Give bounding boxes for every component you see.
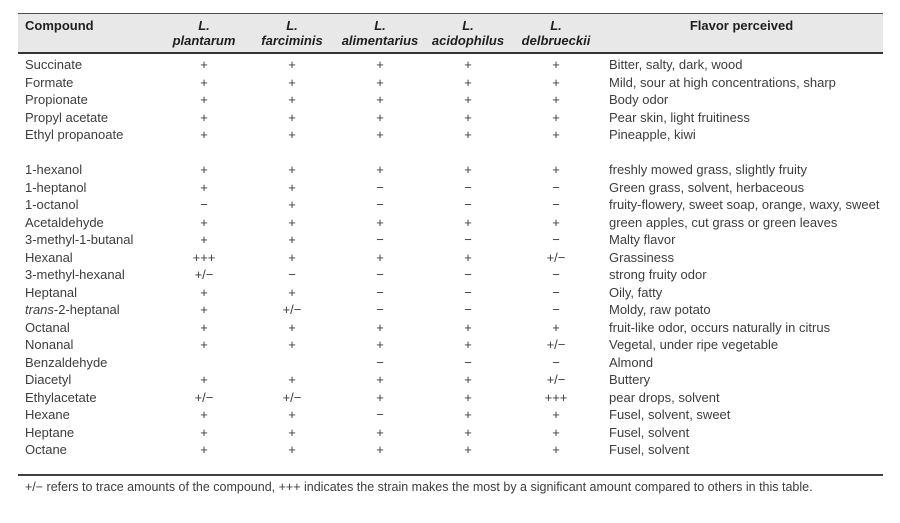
spacer-row [18, 144, 883, 162]
table-row [18, 441, 883, 459]
presence-value: +/− [546, 372, 566, 387]
presence-value: + [200, 162, 208, 177]
presence-value: + [552, 127, 560, 142]
compound-name: Octane [25, 442, 67, 457]
spacer-cell [18, 144, 883, 162]
presence-value: + [200, 319, 208, 335]
presence-value: + [200, 337, 208, 352]
compound-name: Diacetyl [25, 372, 72, 387]
presence-value: − [464, 302, 472, 317]
flavor-description: Malty flavor [609, 232, 676, 247]
presence-value: +++ [544, 389, 568, 405]
species-name: delbrueckii [521, 33, 591, 48]
presence-value: + [376, 57, 384, 72]
presence-value: + [376, 424, 384, 440]
table-row [18, 214, 883, 232]
presence-value: + [288, 162, 296, 177]
presence-value: + [376, 214, 384, 230]
compound-name: Hexanal [25, 249, 73, 265]
presence-value: + [288, 424, 296, 440]
column-header-compound: Compound [18, 14, 160, 54]
table-row [18, 53, 883, 74]
compound-name: Formate [25, 74, 74, 90]
compound-name: Propyl acetate [25, 109, 109, 125]
presence-value: + [376, 337, 384, 352]
column-header-alimentarius [336, 14, 424, 54]
presence-value: + [464, 424, 472, 440]
table-row [18, 161, 883, 179]
presence-value: + [552, 424, 560, 440]
column-header-farciminis [248, 14, 336, 54]
presence-value: +/− [282, 389, 302, 405]
presence-value: + [464, 319, 472, 335]
flavor-description: Fusel, solvent [609, 442, 690, 457]
column-header-flavor: Flavor perceived [600, 14, 883, 54]
compound-flavor-table [18, 13, 883, 459]
table-row [18, 196, 883, 214]
presence-value: + [200, 214, 208, 230]
flavor-description: Buttery [609, 372, 651, 387]
compound-name: Succinate [25, 57, 83, 72]
flavor-description: freshly mowed grass, slightly fruity [609, 162, 807, 177]
presence-value: − [376, 302, 384, 317]
presence-value: + [288, 127, 296, 142]
species-name: plantarum [172, 33, 236, 48]
table-row [18, 301, 883, 319]
presence-value: + [288, 92, 296, 107]
compound-name: 3-methyl-1-butanal [25, 232, 134, 247]
species-name: acidophilus [431, 33, 505, 48]
presence-value: − [552, 197, 560, 212]
genus-abbrev: L. [462, 18, 474, 33]
presence-value: + [552, 319, 560, 335]
presence-value: + [288, 442, 296, 457]
table-row [18, 424, 883, 442]
presence-value: + [376, 389, 384, 405]
presence-value: + [288, 109, 296, 125]
presence-value: + [200, 372, 208, 387]
presence-value: +/− [194, 267, 214, 282]
presence-value: − [552, 354, 560, 370]
presence-value: +/− [282, 302, 302, 317]
presence-value: − [376, 354, 384, 370]
presence-value: + [464, 337, 472, 352]
presence-value: + [200, 232, 208, 247]
flavor-description: Green grass, solvent, herbaceous [609, 179, 805, 195]
presence-value: + [200, 57, 208, 72]
presence-value: + [376, 442, 384, 457]
compound-name: Acetaldehyde [25, 214, 104, 230]
table-row [18, 371, 883, 389]
column-header-delbrueckii [512, 14, 600, 54]
table-row [18, 91, 883, 109]
compound-name: Propionate [25, 92, 88, 107]
table-row [18, 319, 883, 337]
flavor-description: Body odor [609, 92, 669, 107]
presence-value: + [464, 57, 472, 72]
presence-value: + [200, 109, 208, 125]
presence-value: − [376, 232, 384, 247]
presence-value: + [200, 407, 208, 422]
compound-name: 3-methyl-hexanal [25, 267, 125, 282]
presence-value: + [288, 284, 296, 300]
table-row [18, 249, 883, 267]
table-header [18, 14, 883, 54]
presence-value: + [552, 92, 560, 107]
presence-value: + [464, 249, 472, 265]
presence-value: + [288, 74, 296, 90]
presence-value: + [552, 162, 560, 177]
presence-value: − [464, 232, 472, 247]
flavor-description: Bitter, salty, dark, wood [609, 57, 743, 72]
table-row [18, 336, 883, 354]
compound-name: Nonanal [25, 337, 74, 352]
presence-value: + [288, 57, 296, 72]
presence-value: − [552, 284, 560, 300]
flavor-description: Oily, fatty [609, 284, 663, 300]
presence-value: − [552, 302, 560, 317]
genus-abbrev: L. [550, 18, 562, 33]
flavor-description: strong fruity odor [609, 267, 707, 282]
table-row [18, 266, 883, 284]
table-row [18, 109, 883, 127]
presence-value: − [552, 232, 560, 247]
presence-value: + [552, 57, 560, 72]
presence-value: − [376, 407, 384, 422]
presence-value: + [376, 74, 384, 90]
flavor-description: pear drops, solvent [609, 389, 720, 405]
presence-value: + [464, 127, 472, 142]
presence-value: + [200, 284, 208, 300]
presence-value: + [464, 109, 472, 125]
presence-value: + [376, 249, 384, 265]
compound-name: 1-heptanol [25, 179, 87, 195]
presence-value: − [552, 267, 560, 282]
presence-value: + [200, 302, 208, 317]
flavor-description: Grassiness [609, 249, 675, 265]
header-row [18, 14, 883, 54]
presence-value: + [464, 442, 472, 457]
flavor-description: Mild, sour at high concentrations, sharp [609, 74, 836, 90]
presence-value: + [464, 214, 472, 230]
presence-value: + [200, 179, 208, 195]
presence-value: + [552, 442, 560, 457]
table-row [18, 354, 883, 372]
presence-value: + [376, 127, 384, 142]
table-row [18, 126, 883, 144]
compound-name: Benzaldehyde [25, 354, 108, 370]
presence-value: + [288, 372, 296, 387]
presence-value: + [200, 424, 208, 440]
presence-value: + [288, 179, 296, 195]
presence-value: − [376, 197, 384, 212]
presence-value: − [200, 197, 208, 212]
presence-value: + [464, 372, 472, 387]
genus-abbrev: L. [198, 18, 210, 33]
flavor-description: Fusel, solvent, sweet [609, 407, 731, 422]
flavor-description: green apples, cut grass or green leaves [609, 214, 838, 230]
compound-name: Octanal [25, 319, 70, 335]
compound-name: Ethyl propanoate [25, 127, 124, 142]
presence-value: + [464, 389, 472, 405]
flavor-description: Vegetal, under ripe vegetable [609, 337, 779, 352]
presence-value: + [288, 337, 296, 352]
flavor-description: fruit-like odor, occurs naturally in citrus [609, 319, 831, 335]
presence-value: +/− [546, 249, 566, 265]
presence-value: − [464, 179, 472, 195]
presence-value: + [376, 319, 384, 335]
presence-value: − [464, 354, 472, 370]
presence-value: + [552, 214, 560, 230]
table-row [18, 179, 883, 197]
presence-value: + [376, 92, 384, 107]
presence-value: + [288, 197, 296, 212]
presence-value: + [464, 92, 472, 107]
presence-value: +/− [546, 337, 566, 352]
table-row [18, 406, 883, 424]
presence-value: + [464, 74, 472, 90]
compound-name: 1-hexanol [25, 162, 83, 177]
species-name: alimentarius [341, 33, 419, 48]
flavor-description: Almond [609, 354, 654, 370]
presence-value: + [464, 162, 472, 177]
presence-value: + [552, 74, 560, 90]
presence-value: − [464, 197, 472, 212]
presence-value: + [288, 249, 296, 265]
presence-value: + [552, 407, 560, 422]
presence-value: + [288, 407, 296, 422]
table-row [18, 389, 883, 407]
presence-value: − [376, 284, 384, 300]
presence-value: + [200, 74, 208, 90]
compound-name: Heptane [25, 424, 75, 440]
presence-value: + [464, 407, 472, 422]
flavor-description: fruity-flowery, sweet soap, orange, waxy, sweet [609, 197, 880, 212]
compound-name: 1-octanol [25, 197, 79, 212]
presence-value: + [288, 214, 296, 230]
compound-name: Ethylacetate [25, 389, 97, 405]
flavor-description: Pear skin, light fruitiness [609, 109, 750, 125]
presence-value: − [288, 267, 296, 282]
presence-value: − [552, 179, 560, 195]
presence-value: + [200, 92, 208, 107]
presence-value [248, 354, 336, 372]
compound-name: Heptanal [25, 284, 78, 300]
presence-value: − [464, 267, 472, 282]
presence-value: + [376, 109, 384, 125]
genus-abbrev: L. [286, 18, 298, 33]
presence-value: +/− [194, 389, 214, 405]
compound-name: trans-2-heptanal [25, 302, 120, 317]
compound-name: Hexane [25, 407, 70, 422]
presence-value: +++ [192, 249, 216, 265]
presence-value: + [288, 232, 296, 247]
table-row [18, 74, 883, 92]
table-row [18, 284, 883, 302]
flavor-description: Pineapple, kiwi [609, 127, 696, 142]
presence-value: − [464, 284, 472, 300]
presence-value: + [552, 109, 560, 125]
footnote-text: +/− refers to trace amounts of the compound, +++ indicates the strain makes the most by a significant amount compared to others in this table. [25, 479, 813, 494]
presence-value: + [376, 162, 384, 177]
presence-value: + [200, 442, 208, 457]
column-header-acidophilus [424, 14, 512, 54]
presence-value: − [376, 179, 384, 195]
presence-value: + [288, 319, 296, 335]
presence-value: + [376, 372, 384, 387]
flavor-description: Fusel, solvent [609, 424, 690, 440]
species-name: farciminis [261, 33, 323, 48]
table-row [18, 231, 883, 249]
flavor-description: Moldy, raw potato [609, 302, 711, 317]
presence-value: + [200, 127, 208, 142]
table-body [18, 53, 883, 459]
presence-value: − [376, 267, 384, 282]
column-header-plantarum [160, 14, 248, 54]
presence-value [160, 354, 248, 372]
genus-abbrev: L. [374, 18, 386, 33]
